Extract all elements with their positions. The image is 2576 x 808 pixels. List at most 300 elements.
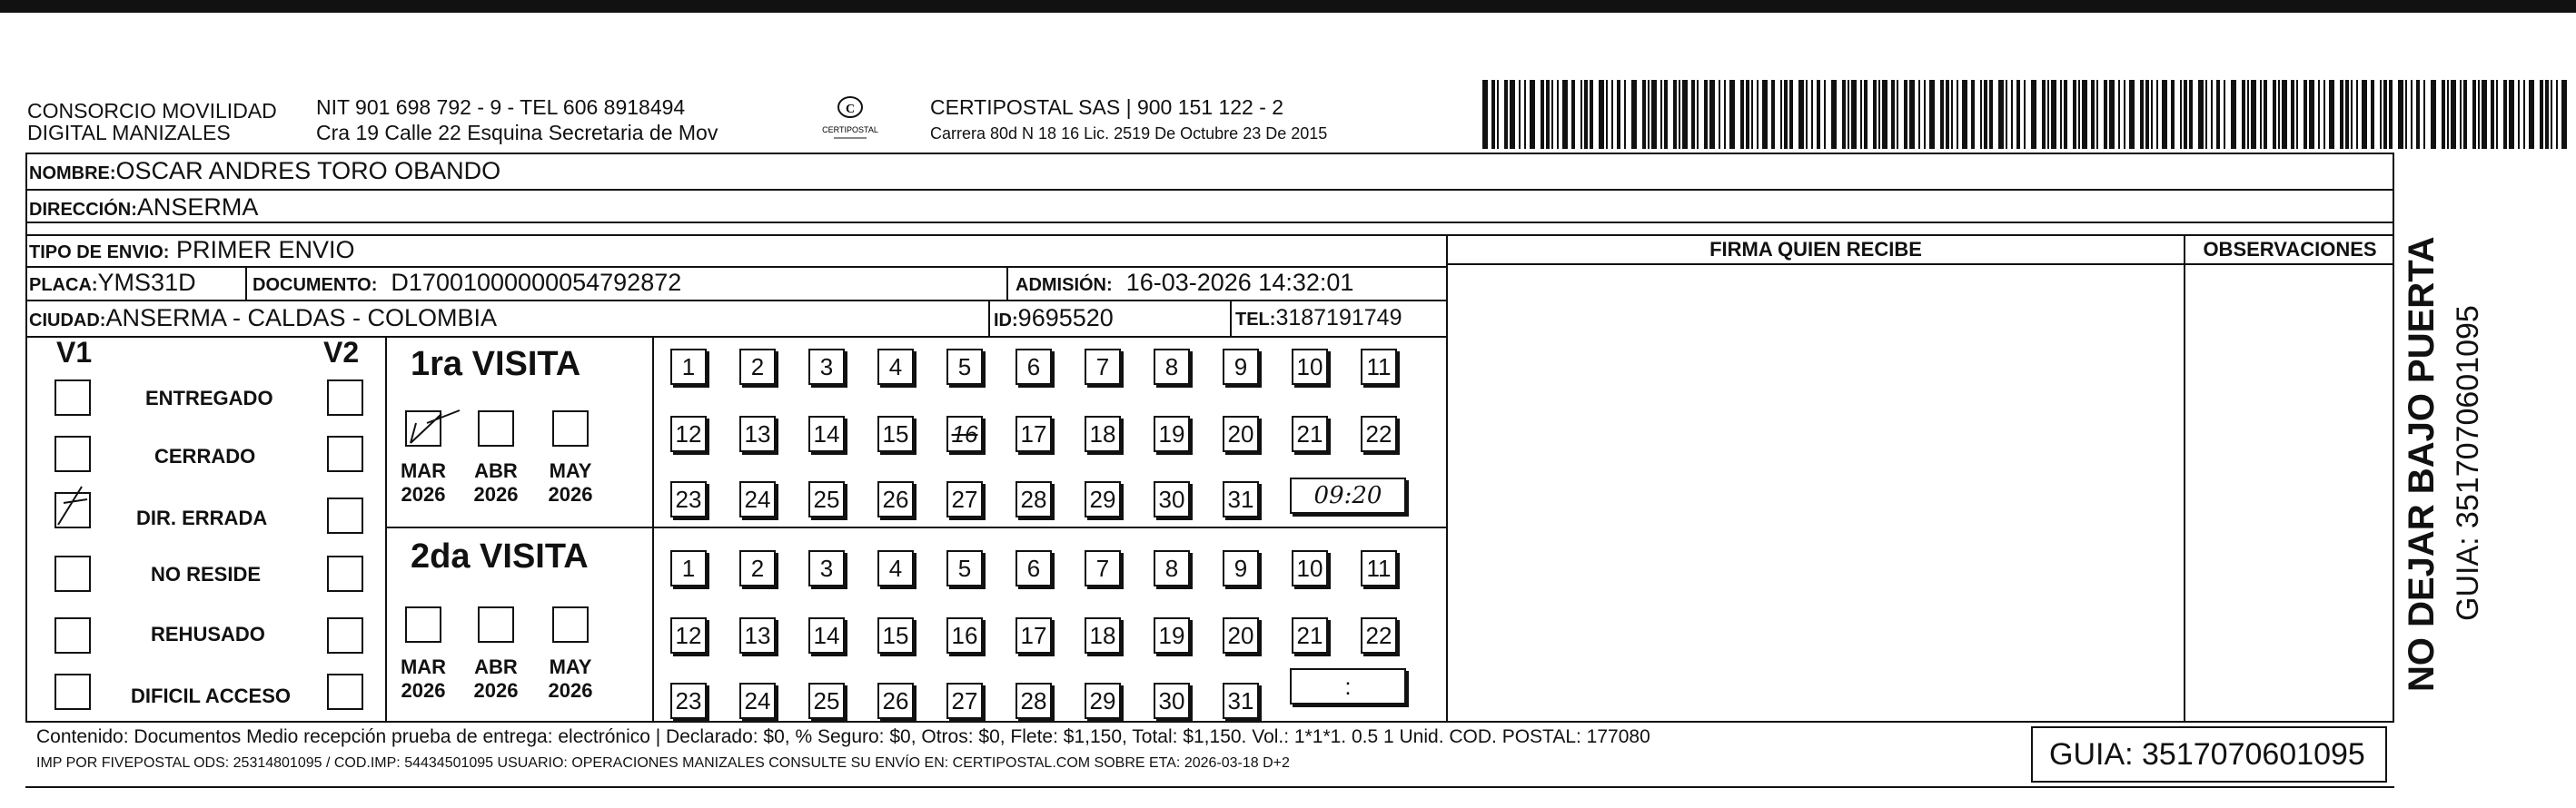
second-visit-day-25[interactable]: 25 — [808, 683, 845, 719]
tel-label: TEL: — [1235, 310, 1276, 330]
barcode-bar — [2064, 80, 2067, 149]
second-visit-day-10[interactable]: 10 — [1292, 550, 1328, 586]
barcode-bar — [2389, 80, 2393, 149]
barcode-bar — [2180, 80, 2182, 149]
barcode-bar — [2518, 80, 2520, 149]
barcode-bar — [2551, 80, 2552, 149]
barcode-bar — [1924, 80, 1926, 149]
field-direccion — [29, 192, 258, 224]
first-visit-day-1[interactable]: 1 — [670, 349, 707, 385]
month-name: MAR — [400, 655, 447, 678]
barcode-bar — [1957, 80, 1958, 149]
second-visit-day-14[interactable]: 14 — [808, 617, 845, 654]
barcode-bar — [2171, 80, 2175, 149]
barcode-bar — [2416, 80, 2420, 149]
field-documento — [253, 268, 681, 300]
barcode-bar — [2351, 80, 2353, 149]
barcode-bar — [2405, 80, 2407, 149]
observations-area[interactable] — [2185, 265, 2394, 721]
barcode-bar — [2264, 80, 2267, 149]
barcode-bar — [2118, 80, 2120, 149]
placa-value: YMS31D — [97, 269, 196, 296]
checkmark-icon — [405, 410, 441, 447]
barcode-bar — [1989, 80, 1993, 149]
barcode-icon — [1482, 80, 2571, 149]
carrier-line2: Carrera 80d N 18 16 Lic. 2519 De Octubre 23 De 2015 — [930, 124, 1328, 143]
firma-header: FIRMA QUIEN RECIBE — [1709, 238, 1922, 261]
first-visit-day-5[interactable]: 5 — [946, 349, 983, 385]
barcode-bar — [2151, 80, 2153, 149]
barcode-bar — [1642, 80, 1646, 149]
second-visit-time[interactable]: : — [1290, 668, 1406, 705]
v1-rehusado-checkbox[interactable] — [54, 617, 91, 654]
barcode-bar — [1771, 80, 1775, 149]
barcode-bar — [1929, 80, 1935, 149]
barcode-bar — [2556, 80, 2558, 149]
first-visit-day-23[interactable]: 23 — [670, 481, 707, 517]
barcode-bar — [1611, 80, 1613, 149]
barcode-bar — [1940, 80, 1944, 149]
barcode-bar — [1873, 80, 1877, 149]
status-dir-errada: DIR. ERRADA — [136, 507, 268, 529]
status-rehusado: REHUSADO — [151, 623, 265, 645]
barcode-bar — [1891, 80, 1895, 149]
barcode-bar — [2329, 80, 2334, 149]
first-visit-abr-checkbox[interactable] — [478, 410, 514, 447]
barcode-bar — [2482, 80, 2487, 149]
second-visit-day-22[interactable]: 22 — [1361, 617, 1397, 654]
tipo-envio-value: PRIMER ENVIO — [175, 236, 355, 263]
barcode-bar — [1918, 80, 1920, 149]
second-visit-day-24[interactable]: 24 — [739, 683, 776, 719]
first-visit-day-28[interactable]: 28 — [1016, 481, 1052, 517]
barcode-bar — [2460, 80, 2462, 149]
barcode-bar — [2398, 80, 2403, 149]
barcode-bar — [2145, 80, 2149, 149]
month-name: MAY — [549, 655, 592, 678]
barcode-bar — [1648, 80, 1650, 149]
second-visit-day-20[interactable]: 20 — [1223, 617, 1259, 654]
second-visit-day-2[interactable]: 2 — [739, 550, 776, 586]
barcode-bar — [2296, 80, 2298, 149]
barcode-bar — [1571, 80, 1575, 149]
first-visit-day-3[interactable]: 3 — [808, 349, 845, 385]
barcode-bar — [2291, 80, 2294, 149]
first-visit-day-13[interactable]: 13 — [739, 416, 776, 452]
barcode-bar — [2104, 80, 2107, 149]
first-visit-day-10[interactable]: 10 — [1292, 349, 1328, 385]
checkmark-icon — [54, 479, 91, 516]
second-visit-month-abr — [469, 655, 523, 703]
second-visit-day-17[interactable]: 17 — [1016, 617, 1052, 654]
second-visit-day-15[interactable]: 15 — [877, 617, 914, 654]
barcode-bar — [1691, 80, 1695, 149]
barcode-bar — [2282, 80, 2287, 149]
second-visit-day-18[interactable]: 18 — [1085, 617, 1121, 654]
logo-caption: CERTIPOSTAL — [822, 125, 878, 134]
first-visit-time[interactable]: 09:20 — [1290, 478, 1406, 514]
v2-rehusado-checkbox[interactable] — [327, 617, 363, 654]
sender-name-line2: DIGITAL MANIZALES — [27, 121, 231, 144]
barcode-bar — [2047, 80, 2049, 149]
barcode-bar — [2491, 80, 2494, 149]
barcode-bar — [2304, 80, 2307, 149]
barcode-bar — [2356, 80, 2358, 149]
barcode-bar — [1519, 80, 1521, 149]
status-dificil-acceso: DIFICIL ACCESO — [131, 685, 292, 707]
barcode-bar — [1729, 80, 1735, 149]
barcode-bar — [1624, 80, 1626, 149]
barcode-bar — [2431, 80, 2436, 149]
barcode-bar — [2472, 80, 2476, 149]
barcode-bar — [2540, 80, 2543, 149]
barcode-bar — [1864, 80, 1868, 149]
barcode-bar — [2184, 80, 2187, 149]
field-id — [994, 303, 1114, 335]
first-visit-month-mar — [396, 459, 451, 507]
barcode-bar — [1580, 80, 1582, 149]
field-tel — [1235, 303, 1402, 334]
month-year: 2026 — [548, 679, 593, 702]
id-value: 9695520 — [1017, 304, 1114, 331]
barcode-bar — [2529, 80, 2534, 149]
barcode-bar — [2109, 80, 2115, 149]
second-visit-day-21[interactable]: 21 — [1292, 617, 1328, 654]
admision-value: 16-03-2026 14:32:01 — [1125, 269, 1354, 296]
certipostal-logo-icon — [814, 91, 887, 145]
first-visit-day-18[interactable]: 18 — [1085, 416, 1121, 452]
first-visit-day-31[interactable]: 31 — [1223, 481, 1259, 517]
second-visit-day-7[interactable]: 7 — [1085, 550, 1121, 586]
first-visit-day-25[interactable]: 25 — [808, 481, 845, 517]
barcode-bar — [2011, 80, 2013, 149]
barcode-bar — [1673, 80, 1677, 149]
barcode-bar — [2016, 80, 2020, 149]
barcode-bar — [1817, 80, 1820, 149]
first-visit-may-checkbox[interactable] — [552, 410, 589, 447]
sender-name-line1: CONSORCIO MOVILIDAD — [27, 99, 277, 123]
barcode-bar — [2273, 80, 2276, 149]
first-visit-day-22[interactable]: 22 — [1361, 416, 1397, 452]
first-visit-day-9[interactable]: 9 — [1223, 349, 1259, 385]
barcode-bar — [2096, 80, 2098, 149]
barcode-bar — [2091, 80, 2095, 149]
barcode-bar — [1860, 80, 1862, 149]
month-name: ABR — [474, 459, 518, 482]
footer-guia: GUIA: 3517070601095 — [2049, 737, 2365, 772]
barcode-bar — [2024, 80, 2026, 149]
barcode-bar — [1510, 80, 1515, 149]
barcode-bar — [2162, 80, 2167, 149]
first-visit-month-may — [543, 459, 598, 507]
tel-value: 3187191749 — [1275, 305, 1402, 330]
field-tipo-envio — [29, 235, 355, 267]
second-visit-day-19[interactable]: 19 — [1154, 617, 1190, 654]
second-visit-day-29[interactable]: 29 — [1085, 683, 1121, 719]
second-visit-day-5[interactable]: 5 — [946, 550, 983, 586]
barcode-bar — [1660, 80, 1662, 149]
second-visit-month-may — [543, 655, 598, 703]
status-no-reside: NO RESIDE — [151, 563, 262, 586]
field-nombre — [29, 156, 500, 188]
first-visit-day-12[interactable]: 12 — [670, 416, 707, 452]
barcode-bar — [1746, 80, 1749, 149]
second-visit-day-6[interactable]: 6 — [1016, 550, 1052, 586]
first-visit-day-14[interactable]: 14 — [808, 416, 845, 452]
second-visit-day-26[interactable]: 26 — [877, 683, 914, 719]
carrier-line1: CERTIPOSTAL SAS | 900 151 122 - 2 — [930, 95, 1284, 119]
second-visit-abr-checkbox[interactable] — [478, 606, 514, 643]
barcode-bar — [2156, 80, 2158, 149]
first-visit-day-17[interactable]: 17 — [1016, 416, 1052, 452]
first-visit-day-7[interactable]: 7 — [1085, 349, 1121, 385]
barcode-bar — [1751, 80, 1753, 149]
barcode-bar — [1524, 80, 1526, 149]
first-visit-day-16[interactable]: 16 — [946, 416, 983, 452]
barcode-bar — [1946, 80, 1949, 149]
barcode-bar — [2129, 80, 2135, 149]
v1-dir-errada-checkbox[interactable] — [54, 492, 91, 528]
barcode-bar — [1789, 80, 1793, 149]
barcode-bar — [1562, 80, 1568, 149]
v2-no-reside-checkbox[interactable] — [327, 556, 363, 592]
first-visit-day-30[interactable]: 30 — [1154, 481, 1190, 517]
second-visit-day-16[interactable]: 16 — [946, 617, 983, 654]
barcode-bar — [2278, 80, 2280, 149]
v2-entregado-checkbox[interactable] — [327, 379, 363, 416]
top-border — [0, 0, 2576, 13]
second-visit-may-checkbox[interactable] — [552, 606, 589, 643]
barcode-bar — [1606, 80, 1608, 149]
second-visit-day-8[interactable]: 8 — [1154, 550, 1190, 586]
v1-no-reside-checkbox[interactable] — [54, 556, 91, 592]
footer-print-info: IMP POR FIVEPOSTAL ODS: 25314801095 / COD.IMP: 54434501095 USUARIO: OPERACIONES MANIZALES CONSULTE SU ENVÍO EN: CERTIPOSTAL.COM SOBRE ETA: 2026-03-18 D+2 — [36, 755, 1290, 771]
footer-content-line: Contenido: Documentos Medio recepción prueba de entrega: electrónico | Declarado: $0, % Seguro: $0, Otros: $0, Flete: $1,150, Total: $1,150. Vol.: 1*1*1. 0.5 1 Unid. COD. POSTAL: 177080 — [36, 726, 1650, 747]
barcode-bar — [2318, 80, 2320, 149]
observaciones-header: OBSERVACIONES — [2203, 238, 2377, 261]
second-visit-day-28[interactable]: 28 — [1016, 683, 1052, 719]
barcode-bar — [2451, 80, 2456, 149]
barcode-bar — [1719, 80, 1720, 149]
first-visit-day-29[interactable]: 29 — [1085, 481, 1121, 517]
first-visit-day-8[interactable]: 8 — [1154, 349, 1190, 385]
ciudad-label: CIUDAD: — [29, 310, 106, 330]
barcode-bar — [1951, 80, 1953, 149]
barcode-bar — [1682, 80, 1688, 149]
barcode-bar — [1962, 80, 1967, 149]
second-visit-day-31[interactable]: 31 — [1223, 683, 1259, 719]
ciudad-value: ANSERMA - CALDAS - COLOMBIA — [105, 304, 498, 331]
barcode-bar — [2362, 80, 2367, 149]
second-visit-day-9[interactable]: 9 — [1223, 550, 1259, 586]
barcode-bar — [1497, 80, 1499, 149]
barcode-bar — [2189, 80, 2193, 149]
first-visit-day-11[interactable]: 11 — [1361, 349, 1397, 385]
barcode-bar — [1679, 80, 1680, 149]
second-visit-day-11[interactable]: 11 — [1361, 550, 1397, 586]
barcode-bar — [2216, 80, 2220, 149]
barcode-bar — [2340, 80, 2343, 149]
placa-label: PLACA: — [29, 275, 98, 295]
barcode-bar — [1909, 80, 1915, 149]
barcode-bar — [2447, 80, 2449, 149]
first-visit-day-24[interactable]: 24 — [739, 481, 776, 517]
first-visit-day-21[interactable]: 21 — [1292, 416, 1328, 452]
v2-header: V2 — [323, 336, 360, 369]
barcode-bar — [1482, 80, 1488, 149]
side-notice: NO DEJAR BAJO PUERTA — [2402, 236, 2442, 692]
barcode-bar — [1806, 80, 1808, 149]
barcode-bar — [2380, 80, 2382, 149]
first-visit-title: 1ra VISITA — [411, 345, 581, 383]
nombre-label: NOMBRE: — [29, 163, 116, 183]
v2-dificil-acceso-checkbox[interactable] — [327, 674, 363, 710]
month-year: 2026 — [473, 679, 519, 702]
month-name: ABR — [474, 655, 518, 678]
barcode-bar — [2496, 80, 2498, 149]
month-year: 2026 — [401, 679, 446, 702]
barcode-bar — [1784, 80, 1788, 149]
barcode-bar — [2073, 80, 2076, 149]
barcode-bar — [1811, 80, 1813, 149]
barcode-bar — [1530, 80, 1535, 149]
first-visit-day-27[interactable]: 27 — [946, 481, 983, 517]
documento-label: DOCUMENTO: — [253, 275, 378, 295]
barcode-bar — [2205, 80, 2207, 149]
barcode-bar — [1762, 80, 1768, 149]
side-guia: GUIA: 3517070601095 — [2451, 305, 2485, 621]
barcode-bar — [1798, 80, 1804, 149]
v2-cerrado-checkbox[interactable] — [327, 436, 363, 472]
month-year: 2026 — [473, 483, 519, 506]
first-visit-day-6[interactable]: 6 — [1016, 349, 1052, 385]
id-label: ID: — [994, 310, 1018, 330]
first-visit-mar-checkbox[interactable] — [405, 410, 441, 447]
barcode-bar — [2224, 80, 2225, 149]
admision-label: ADMISIÓN: — [1016, 275, 1113, 295]
barcode-bar — [2371, 80, 2374, 149]
barcode-bar — [2060, 80, 2062, 149]
first-visit-day-26[interactable]: 26 — [877, 481, 914, 517]
barcode-bar — [1904, 80, 1907, 149]
barcode-bar — [1541, 80, 1544, 149]
barcode-bar — [1780, 80, 1782, 149]
barcode-bar — [2323, 80, 2325, 149]
barcode-bar — [1740, 80, 1744, 149]
barcode-bar — [2545, 80, 2549, 149]
v2-dir-errada-checkbox[interactable] — [327, 498, 363, 534]
barcode-bar — [1984, 80, 1987, 149]
second-visit-day-12[interactable]: 12 — [670, 617, 707, 654]
svg-text:C: C — [845, 103, 856, 116]
second-visit-mar-checkbox[interactable] — [405, 606, 441, 643]
second-visit-day-1[interactable]: 1 — [670, 550, 707, 586]
barcode-bar — [2031, 80, 2036, 149]
barcode-bar — [1851, 80, 1857, 149]
barcode-bar — [2463, 80, 2467, 149]
direccion-value: ANSERMA — [136, 193, 259, 221]
barcode-bar — [1697, 80, 1699, 149]
barcode-bar — [2503, 80, 2507, 149]
first-visit-day-4[interactable]: 4 — [877, 349, 914, 385]
barcode-bar — [1848, 80, 1849, 149]
barcode-bar — [1842, 80, 1846, 149]
month-year: 2026 — [401, 483, 446, 506]
first-visit-month-abr — [469, 459, 523, 507]
field-placa — [29, 268, 196, 300]
barcode-bar — [1824, 80, 1826, 149]
barcode-bar — [1546, 80, 1550, 149]
second-visit-day-23[interactable]: 23 — [670, 683, 707, 719]
barcode-bar — [1971, 80, 1975, 149]
first-visit-day-15[interactable]: 15 — [877, 416, 914, 452]
barcode-bar — [2006, 80, 2007, 149]
barcode-bar — [2523, 80, 2525, 149]
barcode-bar — [2198, 80, 2204, 149]
first-visit-day-20[interactable]: 20 — [1223, 416, 1259, 452]
barcode-bar — [2211, 80, 2213, 149]
barcode-bar — [2423, 80, 2425, 149]
barcode-bar — [1831, 80, 1837, 149]
barcode-bar — [2124, 80, 2125, 149]
barcode-bar — [1882, 80, 1887, 149]
second-visit-day-4[interactable]: 4 — [877, 550, 914, 586]
barcode-bar — [1631, 80, 1637, 149]
second-visit-day-30[interactable]: 30 — [1154, 683, 1190, 719]
barcode-bar — [1757, 80, 1759, 149]
second-visit-month-mar — [396, 655, 451, 703]
signature-area[interactable] — [1448, 265, 2184, 721]
status-cerrado: CERRADO — [154, 445, 256, 468]
v1-entregado-checkbox[interactable] — [54, 379, 91, 416]
sender-address: Cra 19 Calle 22 Esquina Secretaria de Mov — [316, 121, 718, 144]
barcode-bar — [1704, 80, 1708, 149]
barcode-bar — [2561, 80, 2567, 149]
sender-nit: NIT 901 698 792 - 9 - TEL 606 8918494 — [316, 95, 686, 119]
barcode-bar — [1584, 80, 1588, 149]
barcode-bar — [1664, 80, 1668, 149]
second-visit-day-13[interactable]: 13 — [739, 617, 776, 654]
barcode-bar — [2082, 80, 2087, 149]
barcode-bar — [2242, 80, 2245, 149]
first-visit-day-19[interactable]: 19 — [1154, 416, 1190, 452]
v1-cerrado-checkbox[interactable] — [54, 436, 91, 472]
direccion-label: DIRECCIÓN: — [29, 200, 137, 220]
barcode-bar — [2345, 80, 2349, 149]
barcode-bar — [1709, 80, 1715, 149]
second-visit-day-27[interactable]: 27 — [946, 683, 983, 719]
month-name: MAR — [400, 459, 447, 482]
barcode-bar — [2247, 80, 2249, 149]
barcode-bar — [2309, 80, 2314, 149]
barcode-bar — [1590, 80, 1593, 149]
barcode-bar — [1617, 80, 1620, 149]
v1-dificil-acceso-checkbox[interactable] — [54, 674, 91, 710]
barcode-bar — [2078, 80, 2080, 149]
nombre-value: OSCAR ANDRES TORO OBANDO — [115, 157, 501, 184]
barcode-bar — [2042, 80, 2046, 149]
barcode-bar — [2411, 80, 2413, 149]
v1-header: V1 — [56, 336, 93, 369]
barcode-bar — [1599, 80, 1604, 149]
month-year: 2026 — [548, 483, 593, 506]
month-name: MAY — [549, 459, 592, 482]
tipo-envio-label: TIPO DE ENVIO: — [29, 242, 170, 262]
first-visit-day-2[interactable]: 2 — [739, 349, 776, 385]
second-visit-title: 2da VISITA — [411, 537, 589, 576]
barcode-bar — [1980, 80, 1982, 149]
second-visit-day-3[interactable]: 3 — [808, 550, 845, 586]
